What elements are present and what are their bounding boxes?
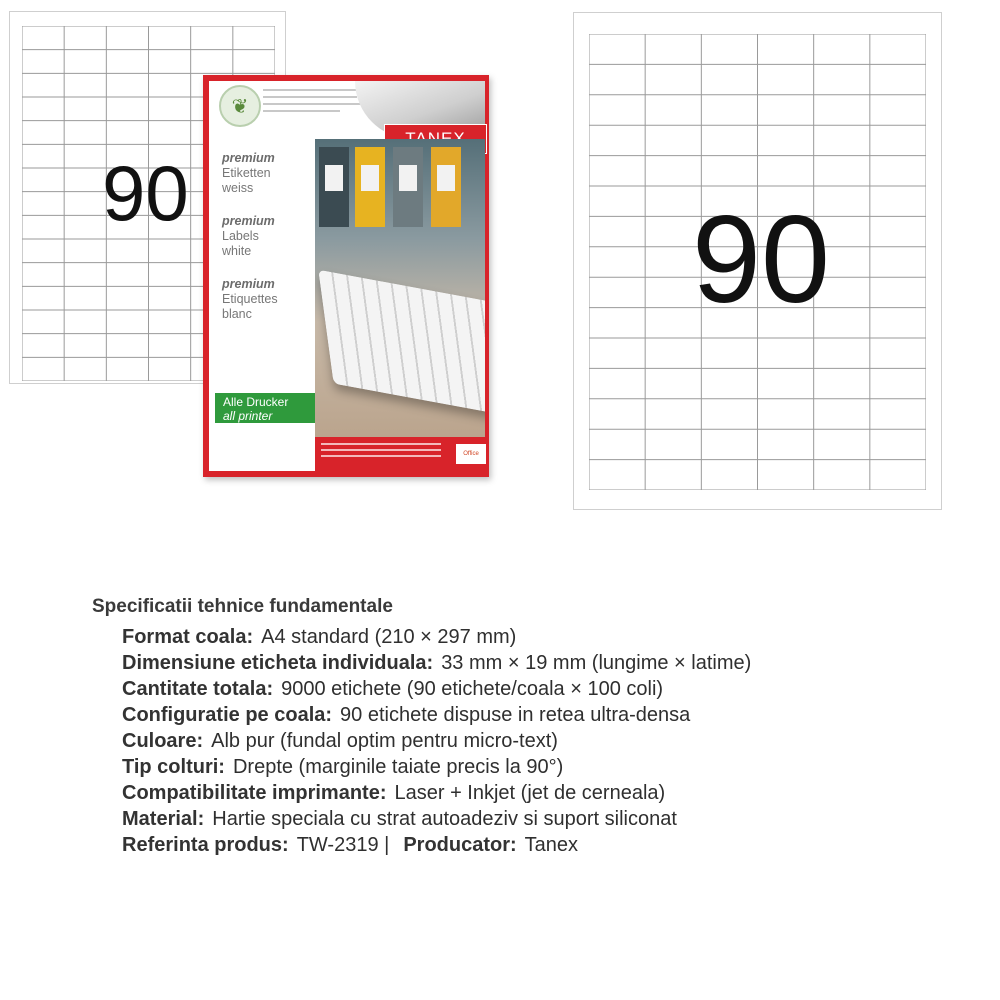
variant-french <box>222 277 278 322</box>
spec-value: A4 standard (210 × 297 mm) <box>261 626 517 648</box>
spec-key: Tip colturi: <box>122 756 225 778</box>
printer-compat-band <box>215 393 315 423</box>
package-keyboard-photo <box>315 139 485 471</box>
label-count-large: 90 <box>692 191 830 329</box>
spec-value: 9000 etichete (90 etichete/coala × 100 coli) <box>281 678 664 700</box>
spec-row <box>122 702 972 728</box>
keyboard-image <box>318 270 485 419</box>
variant-english <box>222 214 275 259</box>
spec-row <box>122 728 972 754</box>
binder-image <box>431 147 461 227</box>
manufacturer-value: Tanex <box>524 834 579 856</box>
spec-row <box>122 780 972 806</box>
leaf-eco-icon: ❦ <box>219 85 261 127</box>
spec-section <box>92 596 972 858</box>
binder-image <box>355 147 385 227</box>
spec-row <box>122 754 972 780</box>
spec-value: Hartie speciala cu strat autoadeziv si suport siliconat <box>212 808 677 830</box>
spec-key: Culoare: <box>122 730 204 752</box>
printer-band-line2: all printer <box>223 409 273 423</box>
spec-row <box>122 624 972 650</box>
footer-fine-print <box>321 443 441 461</box>
label-count-small: 90 <box>102 149 189 237</box>
spec-value: 90 etichete dispuse in retea ultra-densa <box>340 704 691 726</box>
variant-line2: white <box>222 244 252 258</box>
variant-premium-label: premium <box>222 277 275 291</box>
spec-value: Alb pur (fundal optim pentru micro-text) <box>211 730 558 752</box>
manufacturer-key: Producator: <box>403 834 517 856</box>
office-logo-icon: Office <box>456 444 486 464</box>
variant-premium-label: premium <box>222 151 275 165</box>
package-variant-panel <box>209 139 315 471</box>
variant-line2: weiss <box>222 181 254 195</box>
product-package <box>203 75 489 477</box>
variant-line2: blanc <box>222 307 252 321</box>
spec-row <box>122 806 972 832</box>
spec-key: Format coala: <box>122 626 254 648</box>
variant-line1: Etiquettes <box>222 292 278 306</box>
variant-line1: Labels <box>222 229 259 243</box>
spec-value: 33 mm × 19 mm (lungime × latime) <box>441 652 752 674</box>
spec-key: Configuratie pe coala: <box>122 704 333 726</box>
spec-key: Material: <box>122 808 205 830</box>
spec-row-reference <box>122 832 972 858</box>
large-label-sheet <box>573 12 942 510</box>
spec-key: Compatibilitate imprimante: <box>122 782 387 804</box>
spec-row <box>122 650 972 676</box>
binder-image <box>319 147 349 227</box>
variant-premium-label: premium <box>222 214 275 228</box>
spec-value: Laser + Inkjet (jet de cerneala) <box>394 782 666 804</box>
spec-title: Specificatii tehnice fundamentale <box>92 596 393 617</box>
binder-image <box>393 147 423 227</box>
spec-key: Cantitate totala: <box>122 678 274 700</box>
spec-key: Referinta produs: <box>122 834 289 856</box>
spec-row <box>122 676 972 702</box>
printer-band-line1: Alle Drucker <box>223 395 289 409</box>
spec-value: Drepte (marginile taiate precis la 90°) <box>232 756 564 778</box>
variant-german <box>222 151 275 196</box>
spec-key: Dimensiune eticheta individuala: <box>122 652 434 674</box>
spec-value: TW-2319 | <box>296 834 390 856</box>
variant-line1: Etiketten <box>222 166 271 180</box>
